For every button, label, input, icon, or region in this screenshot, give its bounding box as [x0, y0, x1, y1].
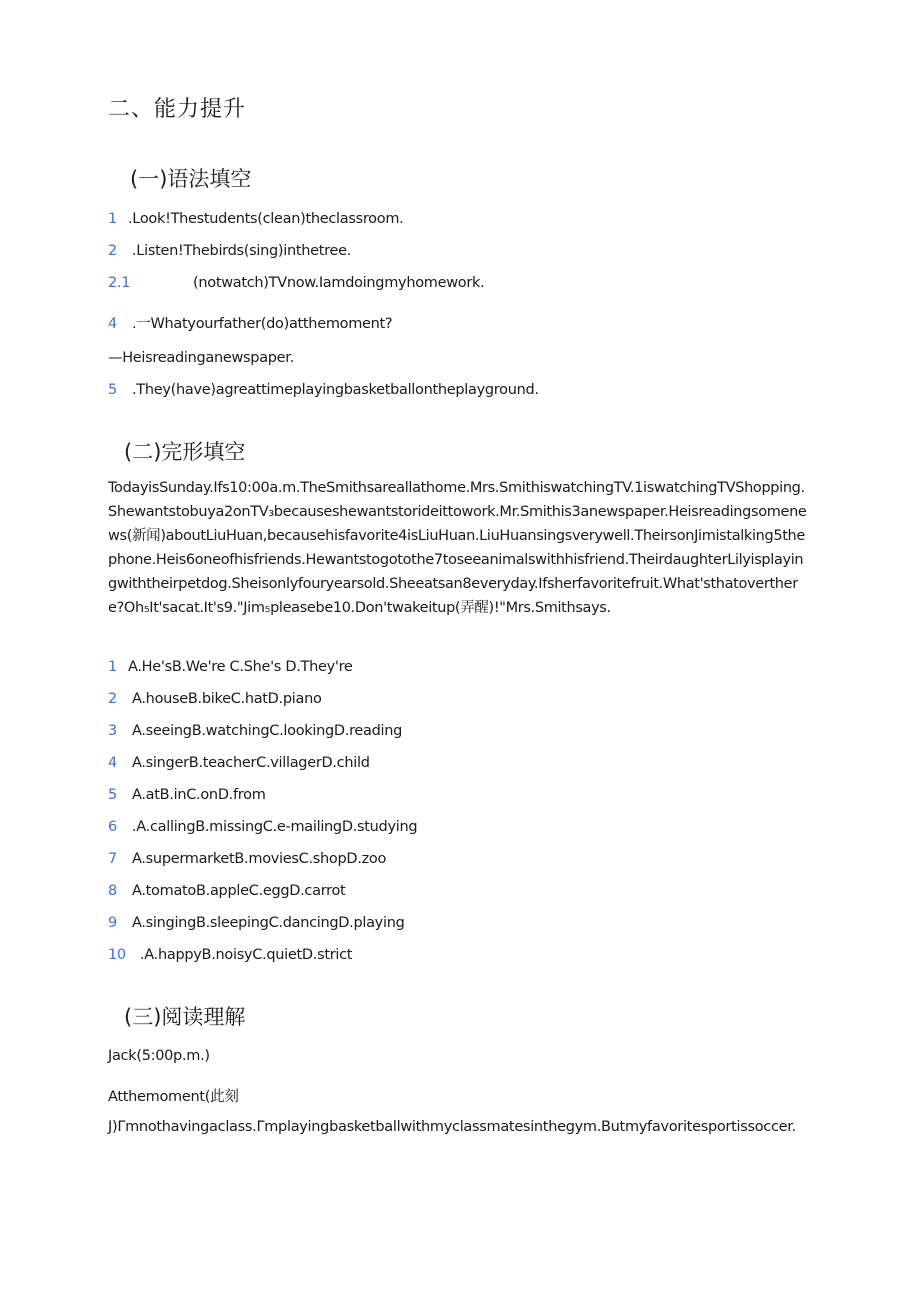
item-number: 2	[108, 691, 117, 707]
item-number: 5	[108, 382, 117, 398]
item-number: 4	[108, 755, 117, 771]
section1-title: (一)语法填空	[130, 167, 252, 191]
item-text: A.atB.inC.onD.from	[132, 787, 266, 803]
item-number: 8	[108, 883, 117, 899]
reading-line: Atthemoment(此刻	[108, 1089, 239, 1105]
item-number: 9	[108, 915, 117, 931]
list-item	[108, 275, 484, 291]
list-item	[108, 787, 266, 803]
item-text: .A.callingB.missingC.e-mailingD.studying	[132, 819, 418, 835]
list-item	[108, 819, 417, 835]
item-text: .Listen!Thebirds(sing)inthetree.	[132, 243, 352, 259]
list-item	[108, 851, 386, 867]
item-number: 2.1	[108, 275, 131, 291]
item-number: 2	[108, 243, 117, 259]
item-number: 7	[108, 851, 117, 867]
list-item	[108, 659, 353, 675]
item-text: —Heisreadinganewspaper.	[108, 350, 294, 366]
item-number: 6	[108, 819, 117, 835]
item-text: .They(have)agreattimeplayingbasketballontheplayground.	[132, 382, 539, 398]
list-item	[108, 350, 294, 366]
cloze-passage: TodayisSunday.Ifs10:00a.m.TheSmithsareallathome.Mrs.SmithiswatchingTV.1iswatchingTVShopping.Shewantstobuya2onTV₃becauseshewantstorideittowork.Mr.Smithis3anewspaper.Heisreadingsomenews(新闻)aboutLiuHuan,becausehisfavorite4isLiuHuan.LiuHuansingsverywell.TheirsonJimistalking5thephone.Heis6oneofhisfriends.Hewantstogotothe7toseeanimalswithhisfriend.TheirdaughterLilyisplayingwiththeirpetdog.Sheisonlyfouryearsold.Sheeatsan8everyday.Ifsherfavoritefruit.What'sthatoverthere?Oh₅It'sacat.It's9."Jim₅pleasebe10.Don'twakeitup(弄醒)!"Mrs.Smithsays.	[108, 480, 807, 616]
list-item	[108, 211, 403, 227]
item-text: A.houseB.bikeC.hatD.piano	[132, 691, 322, 707]
item-number: 10	[108, 947, 126, 963]
item-text: A.supermarketB.moviesC.shopD.zoo	[132, 851, 387, 867]
page-heading: 二、能力提升	[108, 97, 247, 122]
item-number: 1	[108, 659, 117, 675]
item-number: 1	[108, 211, 117, 227]
item-text: A.singerB.teacherC.villagerD.child	[132, 755, 370, 771]
list-item	[108, 382, 539, 398]
item-number: 4	[108, 316, 117, 332]
item-text: .一Whatyourfather(do)atthemoment?	[132, 316, 393, 332]
list-item	[108, 243, 351, 259]
item-number: 3	[108, 723, 117, 739]
list-item	[108, 723, 402, 739]
list-item	[108, 755, 370, 771]
list-item	[108, 691, 322, 707]
list-item	[108, 947, 352, 963]
list-item	[108, 883, 345, 899]
section2-title: (二)完形填空	[124, 440, 246, 464]
item-text: .A.happyB.noisyC.quietD.strict	[140, 947, 353, 963]
list-item	[108, 312, 392, 333]
list-item	[108, 915, 405, 931]
section3-title: (三)阅读理解	[124, 1005, 246, 1029]
item-text: A.tomatoB.appleC.eggD.carrot	[132, 883, 346, 899]
item-text: (notwatch)TVnow.Iamdoingmyhomework.	[193, 275, 485, 291]
item-text: .Look!Thestudents(clean)theclassroom.	[128, 211, 404, 227]
item-text: A.singingB.sleepingC.dancingD.playing	[132, 915, 405, 931]
reading-line: J)Γmnothavingaclass.Γmplayingbasketballwithmyclassmatesinthegym.Butmyfavoritesportissoccer.	[108, 1119, 796, 1135]
item-text: A.seeingB.watchingC.lookingD.reading	[132, 723, 403, 739]
item-text: A.He'sB.We're C.She's D.They're	[128, 659, 353, 675]
reading-line: Jack(5:00p.m.)	[108, 1048, 210, 1064]
item-number: 5	[108, 787, 117, 803]
